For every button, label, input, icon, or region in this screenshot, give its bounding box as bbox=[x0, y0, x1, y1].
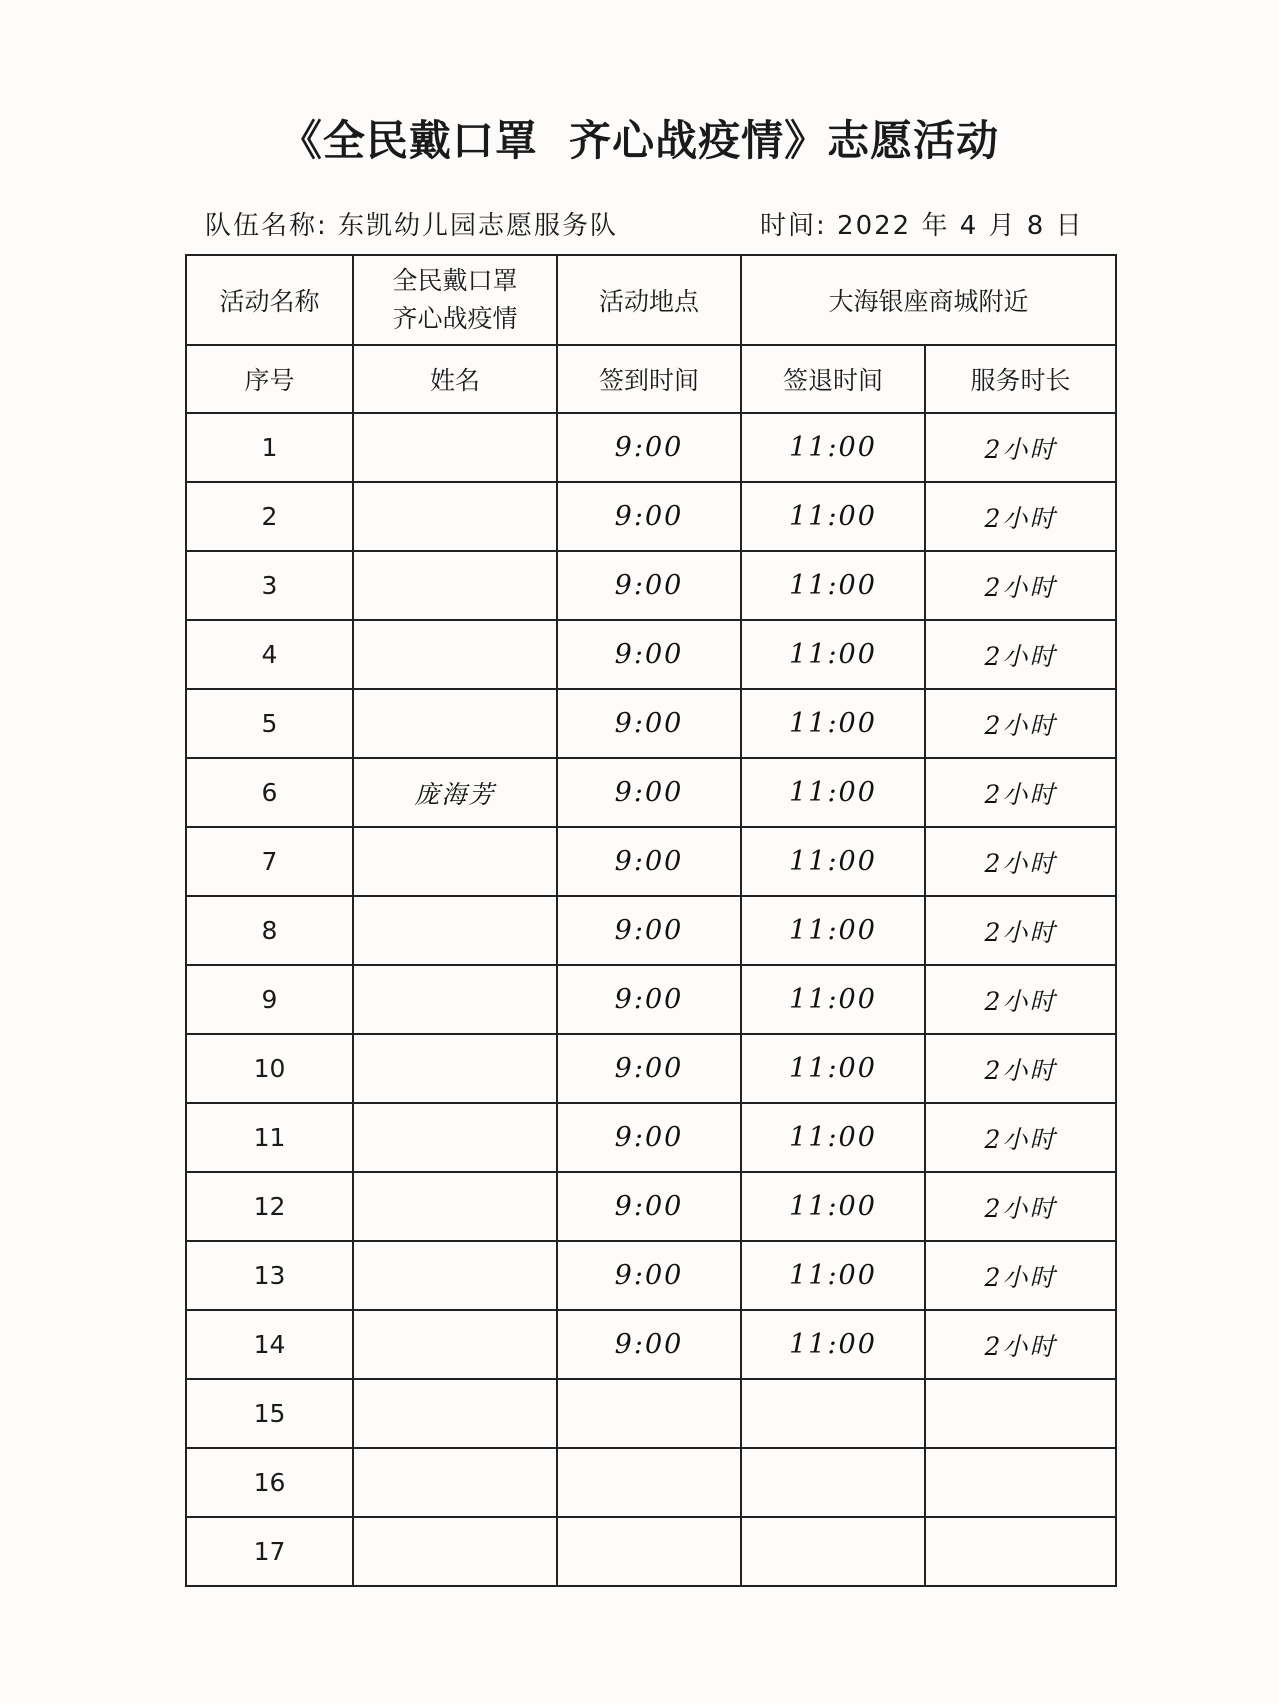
row-name bbox=[353, 1379, 557, 1448]
row-sign-in-time: 9:00 bbox=[557, 827, 741, 896]
row-sign-out-time: 11:00 bbox=[741, 896, 925, 965]
row-sign-in-time: 9:00 bbox=[557, 1034, 741, 1103]
row-sign-out-time bbox=[741, 1379, 925, 1448]
location-label: 活动地点 bbox=[557, 255, 741, 345]
row-sign-out-time: 11:00 bbox=[741, 965, 925, 1034]
row-number: 14 bbox=[186, 1310, 353, 1379]
table-row bbox=[186, 1517, 1116, 1586]
row-sign-out-time: 11:00 bbox=[741, 689, 925, 758]
row-duration: 2小时 bbox=[925, 482, 1116, 551]
row-sign-in-time bbox=[557, 1517, 741, 1586]
page-title: 《全民戴口罩 齐心战疫情》志愿活动 bbox=[279, 116, 1000, 165]
row-sign-out-time: 11:00 bbox=[741, 620, 925, 689]
row-name bbox=[353, 1241, 557, 1310]
row-name bbox=[353, 620, 557, 689]
row-sign-in-time bbox=[557, 1448, 741, 1517]
table-row bbox=[186, 1241, 1116, 1310]
table-row bbox=[186, 758, 1116, 827]
row-name: 庞海芳 bbox=[353, 758, 557, 827]
column-header-no: 序号 bbox=[186, 345, 353, 413]
row-name bbox=[353, 1034, 557, 1103]
table-row bbox=[186, 827, 1116, 896]
location-value: 大海银座商城附近 bbox=[741, 255, 1116, 345]
row-duration: 2小时 bbox=[925, 896, 1116, 965]
row-sign-in-time: 9:00 bbox=[557, 413, 741, 482]
table-row bbox=[186, 413, 1116, 482]
row-sign-out-time: 11:00 bbox=[741, 827, 925, 896]
row-duration: 2小时 bbox=[925, 827, 1116, 896]
row-sign-out-time bbox=[741, 1448, 925, 1517]
row-sign-in-time: 9:00 bbox=[557, 758, 741, 827]
team-name: 队伍名称: 东凯幼儿园志愿服务队 bbox=[205, 211, 619, 241]
table-row bbox=[186, 689, 1116, 758]
row-sign-out-time: 11:00 bbox=[741, 1034, 925, 1103]
table-row bbox=[186, 482, 1116, 551]
row-sign-in-time: 9:00 bbox=[557, 1241, 741, 1310]
row-number: 3 bbox=[186, 551, 353, 620]
row-sign-out-time: 11:00 bbox=[741, 1241, 925, 1310]
row-sign-out-time: 11:00 bbox=[741, 1310, 925, 1379]
table-row bbox=[186, 1310, 1116, 1379]
row-sign-out-time: 11:00 bbox=[741, 1103, 925, 1172]
row-number: 8 bbox=[186, 896, 353, 965]
table-row bbox=[186, 1172, 1116, 1241]
table-row bbox=[186, 620, 1116, 689]
row-sign-out-time: 11:00 bbox=[741, 1172, 925, 1241]
activity-name-line-2: 齐心战疫情 bbox=[392, 304, 518, 333]
row-name bbox=[353, 482, 557, 551]
column-header-sign-out: 签退时间 bbox=[741, 345, 925, 413]
row-sign-in-time: 9:00 bbox=[557, 620, 741, 689]
row-number: 2 bbox=[186, 482, 353, 551]
row-number: 9 bbox=[186, 965, 353, 1034]
row-duration: 2小时 bbox=[925, 1172, 1116, 1241]
row-duration: 2小时 bbox=[925, 758, 1116, 827]
activity-name-label: 活动名称 bbox=[186, 255, 353, 345]
row-number: 15 bbox=[186, 1379, 353, 1448]
row-name bbox=[353, 413, 557, 482]
row-sign-out-time bbox=[741, 1517, 925, 1586]
row-name bbox=[353, 1517, 557, 1586]
row-duration bbox=[925, 1517, 1116, 1586]
column-header-name: 姓名 bbox=[353, 345, 557, 413]
row-sign-in-time: 9:00 bbox=[557, 896, 741, 965]
row-number: 11 bbox=[186, 1103, 353, 1172]
row-number: 1 bbox=[186, 413, 353, 482]
row-sign-in-time: 9:00 bbox=[557, 689, 741, 758]
row-sign-in-time: 9:00 bbox=[557, 1310, 741, 1379]
row-duration: 2小时 bbox=[925, 1310, 1116, 1379]
table-row bbox=[186, 896, 1116, 965]
row-sign-in-time: 9:00 bbox=[557, 482, 741, 551]
row-name bbox=[353, 1103, 557, 1172]
row-sign-out-time: 11:00 bbox=[741, 413, 925, 482]
row-duration: 2小时 bbox=[925, 1241, 1116, 1310]
column-header-duration: 服务时长 bbox=[925, 345, 1116, 413]
activity-name-line-1: 全民戴口罩 bbox=[392, 266, 518, 295]
row-name bbox=[353, 896, 557, 965]
row-number: 6 bbox=[186, 758, 353, 827]
row-name bbox=[353, 1172, 557, 1241]
row-number: 5 bbox=[186, 689, 353, 758]
row-number: 17 bbox=[186, 1517, 353, 1586]
row-sign-in-time: 9:00 bbox=[557, 965, 741, 1034]
row-sign-out-time: 11:00 bbox=[741, 482, 925, 551]
row-number: 16 bbox=[186, 1448, 353, 1517]
row-duration: 2小时 bbox=[925, 1103, 1116, 1172]
row-number: 12 bbox=[186, 1172, 353, 1241]
row-name bbox=[353, 965, 557, 1034]
row-name bbox=[353, 1310, 557, 1379]
table-row bbox=[186, 1034, 1116, 1103]
table-row bbox=[186, 1379, 1116, 1448]
row-name bbox=[353, 1448, 557, 1517]
row-sign-in-time bbox=[557, 1379, 741, 1448]
table-row bbox=[186, 965, 1116, 1034]
row-name bbox=[353, 827, 557, 896]
row-number: 10 bbox=[186, 1034, 353, 1103]
activity-date: 时间: 2022 年 4 月 8 日 bbox=[760, 211, 1084, 241]
row-sign-in-time: 9:00 bbox=[557, 1103, 741, 1172]
activity-info-row bbox=[186, 255, 1116, 345]
activity-name-value bbox=[353, 255, 557, 345]
table-row bbox=[186, 551, 1116, 620]
row-number: 7 bbox=[186, 827, 353, 896]
row-duration: 2小时 bbox=[925, 1034, 1116, 1103]
row-sign-in-time: 9:00 bbox=[557, 551, 741, 620]
row-duration bbox=[925, 1379, 1116, 1448]
row-duration: 2小时 bbox=[925, 689, 1116, 758]
table-row bbox=[186, 1103, 1116, 1172]
row-duration: 2小时 bbox=[925, 620, 1116, 689]
row-duration: 2小时 bbox=[925, 551, 1116, 620]
table-row bbox=[186, 1448, 1116, 1517]
row-sign-in-time: 9:00 bbox=[557, 1172, 741, 1241]
row-name bbox=[353, 551, 557, 620]
row-duration: 2小时 bbox=[925, 965, 1116, 1034]
row-duration: 2小时 bbox=[925, 413, 1116, 482]
row-sign-out-time: 11:00 bbox=[741, 758, 925, 827]
row-name bbox=[353, 689, 557, 758]
row-sign-out-time: 11:00 bbox=[741, 551, 925, 620]
row-number: 13 bbox=[186, 1241, 353, 1310]
row-duration bbox=[925, 1448, 1116, 1517]
volunteer-sign-in-table bbox=[185, 254, 1117, 1587]
column-header-row bbox=[186, 345, 1116, 413]
column-header-sign-in: 签到时间 bbox=[557, 345, 741, 413]
row-number: 4 bbox=[186, 620, 353, 689]
